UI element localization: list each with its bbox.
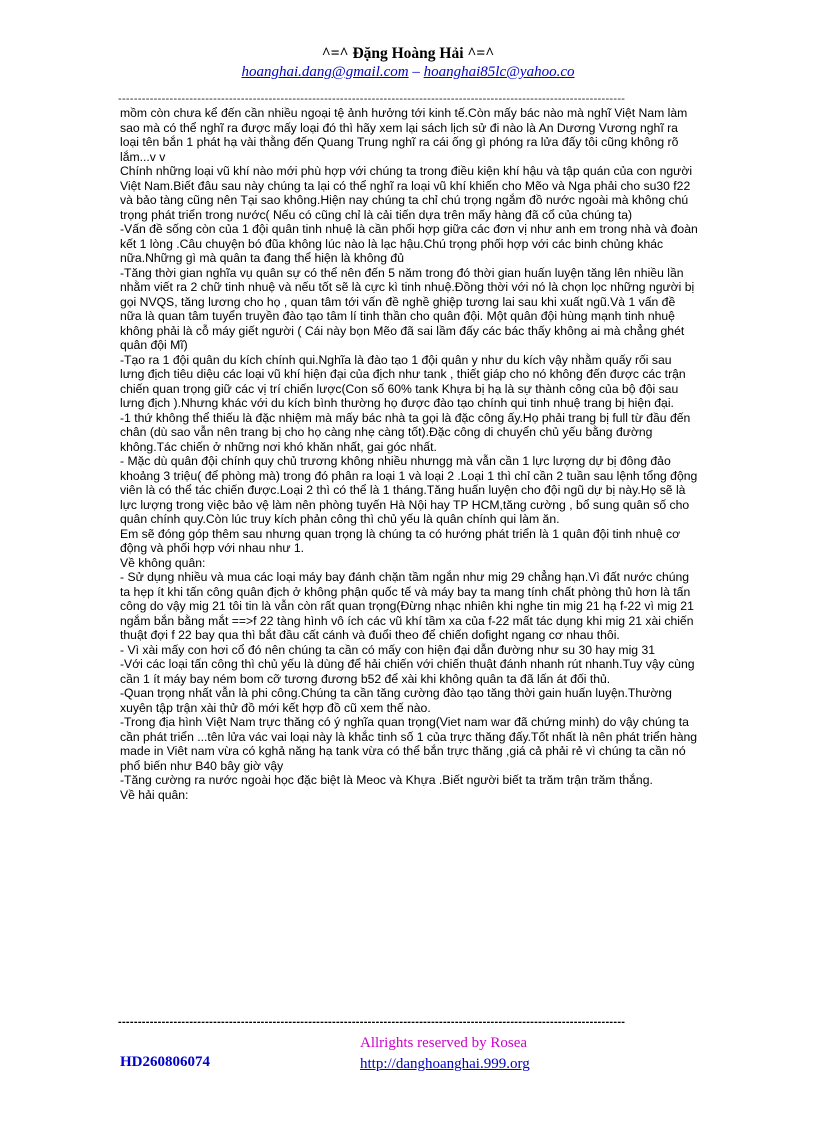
website-link[interactable]: http://danghoanghai.999.org — [360, 1056, 530, 1072]
paragraph: - Sử dụng nhiều và mua các loại máy bay đánh chặn tầm ngắn như mig 29 chẳng hạn.Vì đất nước chúng ta hẹp ít khi tấn công quân địch ở không phận quốc tế và máy bay ta mang tính chất phòng thủ hơn là tấn công do vậy mig 21 tôi tin là vẫn còn rất quan trọng(Đừng nhạc nhiên khi nghe tin mig 21 hạ f-22 vì mig 21 ngắm bắn bằng mắt ==>f 22 tàng hình vô ích các vũ khí tầm xa của f-22 mất tác dụng khi mig 21 xài chiến thuật đợi f 22 bay qua thì bắt đầu cất cánh và đuổi theo để chiến dofight ngang cơ nhau thôi. — [120, 570, 694, 642]
document-id: HD260806074 — [120, 1054, 210, 1070]
footer-credits — [360, 1033, 530, 1075]
paragraph: mồm còn chưa kể đến cần nhiều ngoại tệ ảnh hưởng tới kinh tế.Còn mấy bác nào mà nghĩ Việt Nam làm sao mà có thể nghĩ ra được mấy loại đó thì hãy xem lại sách lịch sử đi nào là An Dương Vương nghĩ ra loại tên bắn 1 phát hạ vài thằng đến Quang Trung nghĩ ra cái ống gì phóng ra lửa đấy tôi cũng không rõ lắm...v v — [120, 106, 688, 164]
document-body — [120, 106, 698, 802]
paragraph: - Mặc dù quân đội chính quy chủ trương không nhiều nhưngg mà vẫn cần 1 lực lượng dự bị đông đảo khoảng 3 triệu( để phòng mà) trong đó phân ra loại 1 và loại 2 .Loại 1 thì chỉ cần 2 tuần sau lệnh tổng động viên là có thể tác chiến được.Loại 2 thì có thể là 1 tháng.Tăng huấn luyện cho đội ngũ dự bị này.Họ sẽ là lực lượng trong việc bảo vệ làm nên phòng tuyến Hà Nội hay TP HCM,tăng cường , bổ sung quân số cho quân chính quy.Còn lúc truy kích phản công thì chủ yếu là quân chính qui làm ăn. — [120, 454, 698, 526]
paragraph: -Tăng thời gian nghĩa vụ quân sự có thể nên đến 5 năm trong đó thời gian huấn luyện tăng lên nhiều lần nhằm viết ra 2 chữ tinh nhuệ và nếu tốt sẽ là cực kì tinh nhuệ.Đồng thời với nó là chọn lọc những người bị gọi NVQS, tăng lương cho họ , quan tâm tới vấn đề nghề ghiệp tương lai sau khi xuất ngũ.Và 1 vấn đề nữa là quan tâm tuyển truyền đào tạo tâm lí tinh thần cho quân đội. Một quân đội hùng mạnh tinh nhuệ không phải là cỗ máy giết người ( Cái này bọn Mẽo đã sai lầm đấy các bác thấy không ai mà chẳng ghét quân đội Mĩ) — [120, 265, 695, 352]
author-title: ^=^ Đặng Hoàng Hải ^=^ — [321, 45, 495, 62]
paragraph: -Tăng cường ra nước ngoài học đặc biệt là Meoc và Khựa .Biết người biết ta trăm trận trăm thắng. — [120, 773, 653, 787]
email-separator: – — [408, 64, 424, 80]
email-link-gmail[interactable]: hoanghai.dang@gmail.com — [241, 64, 409, 80]
page-header — [0, 44, 816, 82]
author-emails — [0, 63, 816, 82]
paragraph: - Vì xài mấy con hơi cổ đó nên chúng ta cần có mấy con hiện đại dẫn đường như su 30 hay mig 31 — [120, 642, 656, 657]
section-heading-air-force: Về không quân: — [120, 555, 206, 570]
paragraph: -Quan trọng nhất vẫn là phi công.Chúng ta cần tăng cường đào tạo tăng thời gain huấn luyện.Thường xuyên tập trận xài thử đồ mới kết hợp đồ cũ xem thế nào. — [120, 686, 672, 715]
paragraph: Chính những loại vũ khí nào mới phù hợp với chúng ta trong điều kiện khí hậu và tập quán của con người Việt Nam.Biết đâu sau này chúng ta lại có thể nghĩ ra loại vũ khí khiến cho Mẽo và Nga phải cho su30 f22 và bảo tàng cũng nên Tại sao không.Hiện nay chúng ta chỉ chú trọng ngắm đồ nước ngoài mà không chú trọng phát triển trong nước( Nếu có cũng chỉ là cải tiến dựa trên mấy hàng đã cổ của chúng ta) — [120, 164, 693, 222]
footer-divider: -------------------------------------------------------------------------------------------------------------------------------- — [118, 1016, 626, 1028]
email-link-yahoo[interactable]: hoanghai85lc@yahoo.co — [423, 64, 575, 80]
section-heading-navy: Về hải quân: — [120, 787, 189, 802]
copyright-notice: Allrights reserved by Rosea — [360, 1035, 528, 1051]
paragraph: -Tạo ra 1 đội quân du kích chính qui.Nghĩa là đào tạo 1 đội quân y như du kích vậy nhằm quấy rối sau lưng địch tiêu diệu các loại vũ khí hiện đại của địch như tank , thiết giáp cho nó không đến được các trận chiến quan trọng giữ các vị trí chiến lược(Con số 60% tank Khựa bị hạ là sự thành công của bộ đội sau lưng địch ).Nhưng khác với du kích bình thường họ được đào tạo chính qui tinh nhuệ trang bị hiện đại. — [120, 352, 686, 410]
paragraph: Em sẽ đóng góp thêm sau nhưng quan trọng là chúng ta có hướng phát triển là 1 quân đội tinh nhuệ cơ động và phối hợp với nhau như 1. — [120, 526, 681, 555]
paragraph: -Trong địa hình Việt Nam trực thăng có ý nghĩa quan trọng(Viet nam war đã chứng minh) do vậy chúng ta cần phát triển ...tên lửa vác vai loại này là khắc tinh số 1 của trực thăng đấy.Tốt nhất là nên phát triển hàng made in Viêt nam vừa có kghả năng hạ tank vừa có thể bắn trực thăng ,giá cả phải rẻ vì chúng ta cần nó phổ biến như B40 bây giờ vậy — [120, 715, 698, 773]
paragraph: -Với các loại tấn công thì chủ yếu là dùng để hải chiến với chiến thuật đánh nhanh rút nhanh.Tuy vậy cùng cần 1 ít máy bay ném bom cỡ tương đương b52 để xài khi không quân ta đã lấn át đối thủ. — [120, 657, 695, 686]
paragraph: -1 thứ không thể thiếu là đặc nhiệm mà mấy bác nhà ta gọi là đặc công ấy.Họ phải trang bị full từ đầu đến chân (dù sao vẫn nên trang bị cho họ càng nhẹ càng tốt).Đặc công di chuyển chủ yếu bằng đường không.Tác chiến ở những nơi khó khăn nhất, gai góc nhất. — [120, 410, 691, 454]
paragraph: -Vấn đề sống còn của 1 đội quân tinh nhuệ là cần phối hợp giữa các đơn vị như anh em trong nhà và đoàn kết 1 lòng .Câu chuyện bó đũa không lúc nào là lạc hậu.Chú trọng phối hợp với các binh chủng khác nữa.Những gì mà quân ta đang thể hiện là không đủ — [120, 222, 698, 265]
header-divider: -------------------------------------------------------------------------------------------------------------------------------- — [118, 93, 626, 105]
